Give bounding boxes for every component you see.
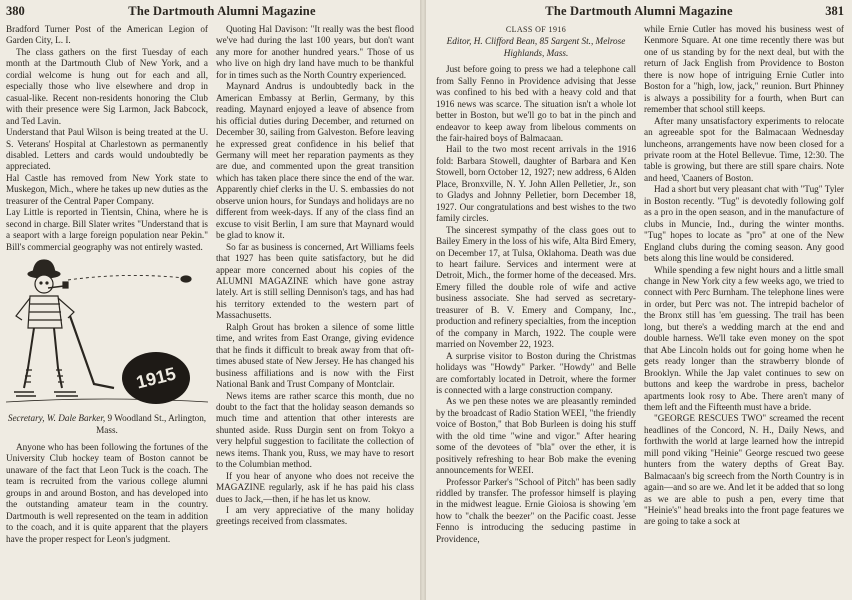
paragraph: Ralph Grout has broken a silence of some little time, and writes from East Orange, giving evidence that he finds it difficult to break away from that oft-times abused state of New Jersey. He has changed his business affiliations and is now with the First National Bank and Trust Company of Montclair.	[216, 321, 414, 390]
cartoon-year-label: 1915	[134, 363, 178, 393]
paragraph: While spending a few night hours and a little small change in New York city a few weeks ago, we tried to connect with Perc Burnham. The telephone lines were in order, but Perc was not. The intrepid bachelor of the Bronx still has 'em guessing. The trail has been long, but there's a wedding march at the end and double harness. We'll take even money on the spot that Abe Lincoln holds out for going home when he gets ready longer than the strawberry blonde of Brooklyn. While the Jap valet continues to sew on buttons and keep the wardrobe in press, bachelor apartments look rosy to Abe. There aren't many of them left and the Fifteenth must have a bride.	[644, 264, 844, 412]
paragraph: while Ernie Cutler has moved his business west of Kenmore Square. At one time recently there was but one of us standing by for the next deal, but with the return of Jack English from Providence to Boston there is now hope of intriguing Ernie Cutler into Boston for a "high, low, jack," reunion. Burt Phinney is always a possibility for a fourth, when Burt can remember that school still keeps.	[644, 24, 844, 115]
paragraph: Quoting Hal Davison: "It really was the best flood we've had during the last 100 years, but don't want any more for another hundred years." Those of us who live on high dry land have much to be thankful for in times such as the North Country experienced.	[216, 24, 414, 80]
left-page-header	[0, 4, 420, 20]
paragraph: Had a short but very pleasant chat with "Tug" Tyler in Boston recently. "Tug" is devotedly following golf as a pro in the open season, and in the manufacture of clubs in Muncie, Ind., during the winter months. "Tug" hopes to locate as "pro" at one of the New England clubs during the coming season. Any good bets along this line would be considered.	[644, 184, 844, 264]
paragraph: "GEORGE RESCUES TWO" screamed the recent headlines of the Concord, N. H., Daily News, and forthwith the world at large learned how the intrepid mill pond viking "Heinie" George rescued two geese hunters from the watery depths of Great Bay. Balmacaan's big screech from the North Country is in again—and so are we. And let it be added that so long as we are able to push a pen, every time that "Heinie's" head breaks into the front page features we are going to take a sock at	[644, 413, 844, 527]
class-heading: CLASS OF 1916	[505, 25, 567, 34]
right-column-2	[644, 24, 844, 598]
caption-address: 9 Woodland St., Arlington, Mass.	[96, 413, 207, 435]
paragraph: News items are rather scarce this month, due no doubt to the fact that the holiday season demands so much time and attention that other interests are shunted aside. Russ Durgin sent on from Tokyo a very helpful suggestion to facilitate the collection of news items. Thank you, Russ, we may have to resort to the Columbian method.	[216, 390, 414, 470]
paragraph: After many unsatisfactory experiments to relocate an agreeable spot for the Balmacaan Wednesday luncheons, arrangements have now been closed for a private room at the Hotel Bellevue. Time, 12:30. The table is growing, but there are still spare chairs. Note and heed, 'Caaners of Boston.	[644, 115, 844, 183]
left-running-title: The Dartmouth Alumni Magazine	[128, 4, 316, 18]
secretary-caption	[6, 413, 208, 436]
paragraph: Professor Parker's "School of Pitch" has been sadly riddled by transfer. The professor himself is playing in the midwest league. Ernie Gioiosa is showing 'em how to "chalk the beezer" on the Pacific coast. Jesse Fenno is introducing the seducing pastime in Providence,	[436, 476, 636, 544]
left-column-1	[6, 24, 208, 598]
left-page	[0, 0, 420, 600]
paragraph: Maynard Andrus is undoubtedly back in the American Embassy at Berlin, Germany, by this reading. Maynard enjoyed a leave of absence from his official duties during December, and returned on December 30, sailing from Galveston. Before leaving he expressed great confidence in his belief that Germany will meet her reparation payments as they are due, and commented upon the great transition which has taken place there since the end of the war. Apparently chief clerks in the U. S. embassies do not observe union hours, for Sundays and holidays are no different from week-days. If any of the class find an excuse to visit Berlin, I am sure that Maynard would be glad to know it.	[216, 81, 414, 241]
paragraph: Lay Little is reported in Tientsin, China, where he is second in charge. Bill Slater writes "Understand that is a seaport with a large foreign population near Pekin." Bill's commercial geography was not entirely wasted.	[6, 207, 208, 252]
paragraph: As we pen these notes we are pleasantly reminded by the broadcast of Radio Station WEEI, "the friendly voice of Boston," that Bob Burleen is doing his stuff with the old time "wine and vigor." After hearing some of the devotees of "bla" over the ether, it is positively refreshing to hear Bob make the evening announcements for WEEI.	[436, 396, 636, 476]
editor-line: Editor, H. Clifford Bean, 85 Sargent St., Melrose Highlands, Mass.	[446, 36, 626, 58]
right-page-number: 381	[825, 4, 844, 18]
paragraph: Anyone who has been following the fortunes of the University Club hockey team of Boston cannot be unaware of the fact that Leon Tuck is the coach. The team is recruited from the various college alumni groups in and around Boston, and has developed into the outstanding amateur team in the country. Dartmouth is well represented on the team in addition to the coach, and it is quite apparent that the players have the proper respect for Leon's judgment.	[6, 441, 208, 544]
caption-prefix: Secretary,	[7, 413, 45, 424]
paragraph: Bradford Turner Post of the American Legion of Garden City, L. I.	[6, 24, 208, 46]
caption-name: W. Dale Barker,	[46, 413, 106, 424]
right-page	[426, 0, 852, 600]
paragraph: The class gathers on the first Tuesday of each month at the Dartmouth Club of New York, and a cordial welcome is hung out for each and all, especially those who live elsewhere and drop in casual-like. Recent non-residents honoring the Club with their presence were Sig Larmon, Jack Babcock, and Ted Lavin.	[6, 46, 208, 126]
paragraph: Hal Castle has removed from New York state to Muskegon, Mich., where he takes up new duties as the treasurer of the Central Paper Company.	[6, 172, 208, 206]
right-page-header	[426, 4, 852, 20]
paragraph: Just before going to press we had a telephone call from Sally Fenno in Providence advising that Jesse was confined to his bed with a heavy cold and that 1916 news was scarce. The situation isn't a whole lot better in Boston, but we'll go to bat in the pinch and endeavor to keep away from libelous comments on the fair-haired boys of Balmacaan.	[436, 64, 636, 143]
paragraph: The sincerest sympathy of the class goes out to Bailey Emery in the loss of his wife, Alta Bird Emery, on December 17, at Tulsa, Oklahoma. Death was due to heart failure. Services and interment were at Detroit, Mich., the former home of the deceased. Mrs. Emery filled the double role of wife and active business associate. She had served as secretary-treasurer of B. V. Emery and Company, Inc., production and refinery specialties, from the inception of the company in March, 1922. The couple were married on November 22, 1923.	[436, 224, 636, 350]
paragraph: Hail to the two most recent arrivals in the 1916 fold: Barbara Stowell, daughter of Barbara and Ken Stowell, born October 12, 1927; new address, 6 Alden Place, Bronxville, N. Y. John Allen Pelletier, Jr., son to Gladys and Johnny Pelletier, born December 18, 1927. Our congratulations and best wishes to the two family circles.	[436, 144, 636, 224]
left-column-2	[216, 24, 414, 598]
paragraph: If you hear of anyone who does not receive the MAGAZINE regularly, ask if he has paid his class dues to Jack,—then, if he has let us know.	[216, 470, 414, 504]
class-cartoon-illustration	[6, 258, 208, 410]
paragraph: Understand that Paul Wilson is being treated at the U. S. Veterans' Hospital at Charlestown as permanently disabled. Letters and cards would undoubtedly be appreciated.	[6, 127, 208, 172]
right-running-title: The Dartmouth Alumni Magazine	[545, 4, 733, 18]
left-page-number: 380	[6, 4, 25, 18]
paragraph: So far as business is concerned, Art Williams feels that 1927 has been quite satisfactory, but he did appear more concerned about his copies of the ALUMNI MAGAZINE which have gone astray lately. Art is still selling Dennison's tags, and has had his territory extended to the western part of Massachusetts.	[216, 241, 414, 321]
paragraph: I am very appreciative of the many holiday greetings received from classmates.	[216, 505, 414, 527]
paragraph: A surprise visitor to Boston during the Christmas holidays was "Howdy" Parker. "Howdy" and Belle are comfortably located in Detroit, where the former is connected with a large construction company.	[436, 350, 636, 395]
right-column-1	[436, 24, 636, 598]
